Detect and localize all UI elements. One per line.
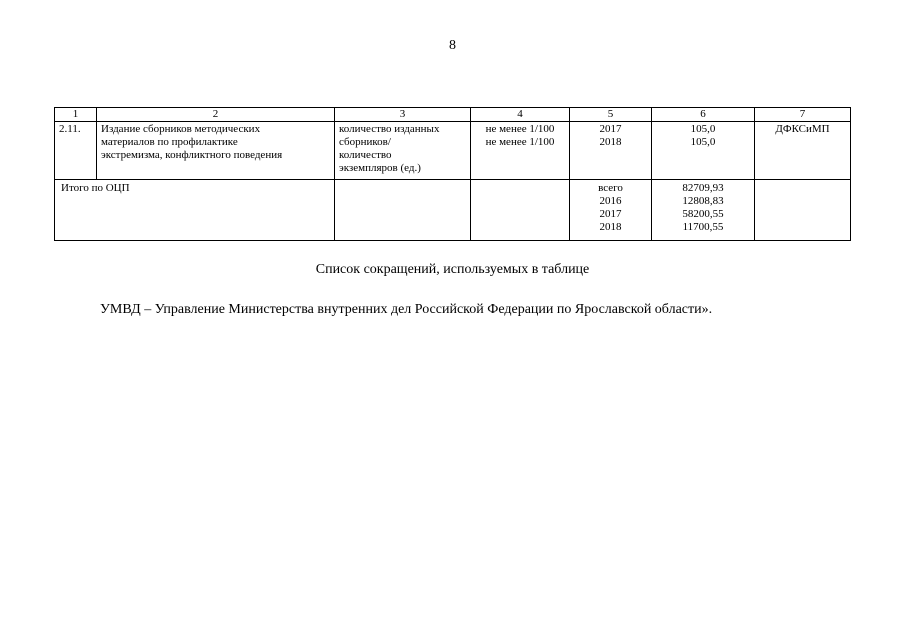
- item-description-line: материалов по профилактике: [101, 136, 238, 148]
- header-cell-7: 7: [755, 108, 851, 122]
- total-amount: 12808,83: [682, 195, 724, 207]
- item-indicator-line: сборников/: [339, 136, 391, 148]
- table-total-row: [55, 180, 851, 241]
- header-cell-1: 1: [55, 108, 97, 122]
- item-target-line: не менее 1/100: [485, 136, 555, 148]
- header-cell-6: 6: [652, 108, 755, 122]
- total-label: Итого по ОЦП: [55, 180, 335, 241]
- item-years: [570, 122, 652, 180]
- item-amounts: [652, 122, 755, 180]
- total-years: [570, 180, 652, 241]
- program-table: [54, 107, 851, 241]
- total-year: 2018: [599, 221, 622, 233]
- header-cell-2: 2: [97, 108, 335, 122]
- item-executor: ДФКСиМП: [755, 122, 851, 180]
- total-amount: 82709,93: [682, 182, 724, 194]
- item-year: 2017: [599, 123, 622, 135]
- item-description: [97, 122, 335, 180]
- item-amount: 105,0: [690, 136, 716, 148]
- item-description-line: экстремизма, конфликтного поведения: [101, 149, 283, 161]
- table-row: [55, 122, 851, 180]
- total-amount: 11700,55: [682, 221, 724, 233]
- header-cell-4: 4: [471, 108, 570, 122]
- item-target-line: не менее 1/100: [485, 123, 555, 135]
- total-year: 2016: [599, 195, 622, 207]
- item-description-line: Издание сборников методических: [101, 123, 261, 135]
- item-year: 2018: [599, 136, 622, 148]
- total-empty-3: [335, 180, 471, 241]
- page-number: 8: [449, 38, 456, 53]
- total-empty-4: [471, 180, 570, 241]
- item-target: [471, 122, 570, 180]
- abbreviations-title: Список сокращений, используемых в таблице: [315, 262, 590, 277]
- total-year: 2017: [599, 208, 622, 220]
- total-year: всего: [598, 182, 623, 194]
- item-indicator: [335, 122, 471, 180]
- abbreviation-entry: УМВД – Управление Министерства внутренних дел Российской Федерации по Ярославской области».: [100, 302, 713, 317]
- item-indicator-line: количество изданных: [339, 123, 440, 135]
- total-amount: 58200,55: [682, 208, 724, 220]
- item-number: 2.11.: [55, 122, 97, 180]
- header-cell-3: 3: [335, 108, 471, 122]
- table-header-row: [55, 108, 851, 122]
- header-cell-5: 5: [570, 108, 652, 122]
- total-amounts: [652, 180, 755, 241]
- total-empty-7: [755, 180, 851, 241]
- item-indicator-line: количество: [339, 149, 392, 161]
- item-indicator-line: экземпляров (ед.): [339, 162, 421, 174]
- item-amount: 105,0: [690, 123, 716, 135]
